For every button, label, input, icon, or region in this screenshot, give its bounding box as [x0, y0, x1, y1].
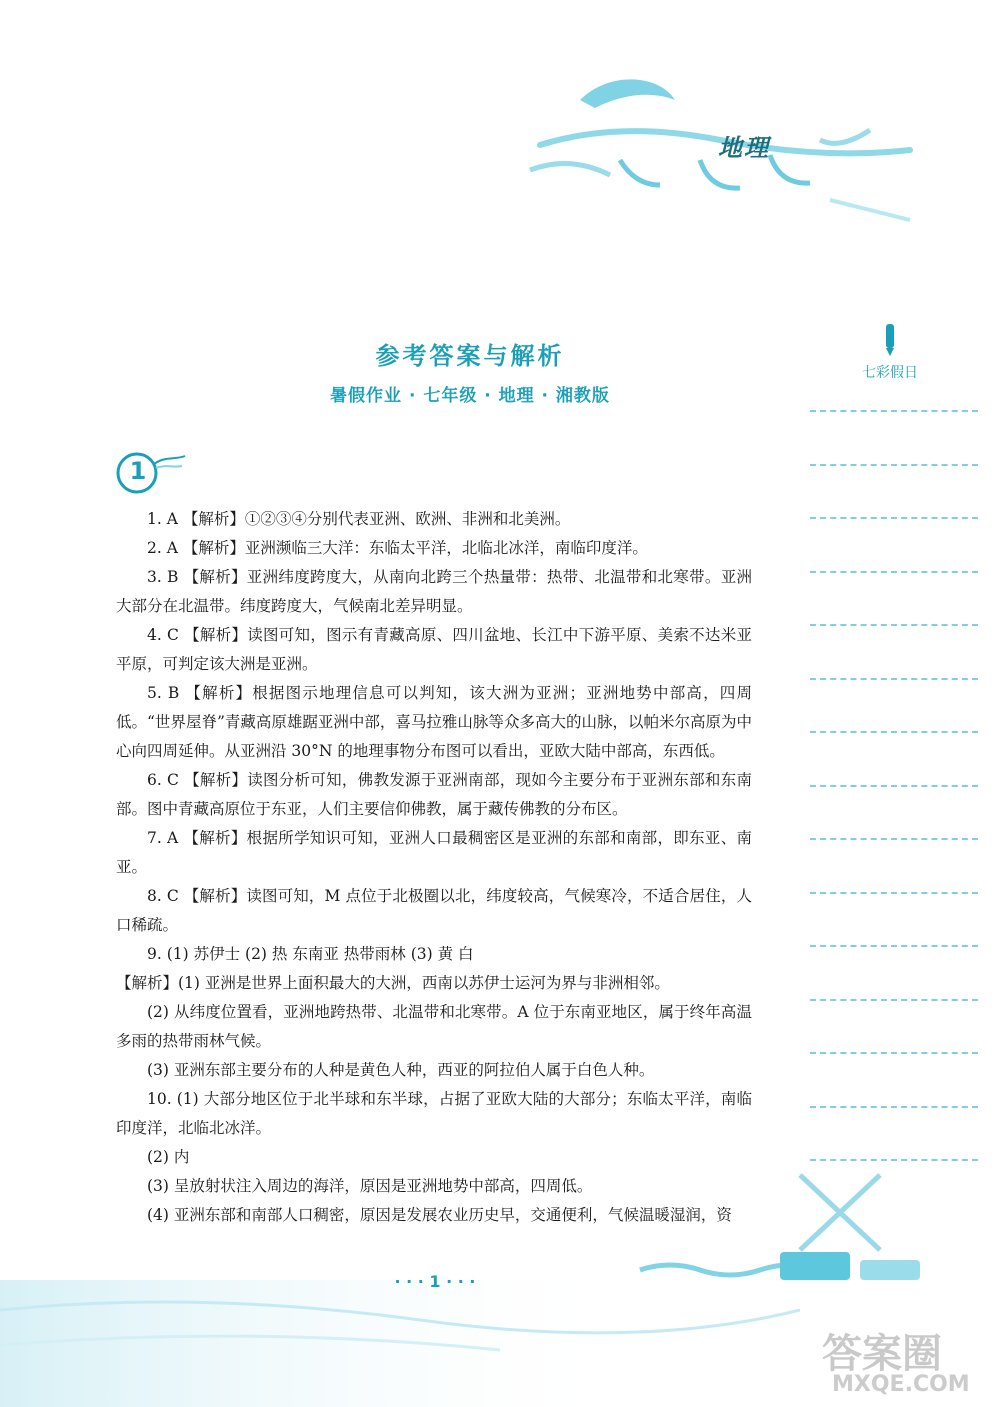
- answer-10-part-2: (2) 内: [147, 1148, 190, 1166]
- answer-item-8: 8. C 【解析】读图可知，M 点位于北极圈以北，纬度较高，气候寒冷，不适合居住，人口稀疏。: [116, 887, 752, 934]
- note-line: [810, 571, 978, 573]
- subject-label: 地理: [718, 134, 770, 162]
- title-block: [250, 336, 690, 406]
- answer-item-9: 9. (1) 苏伊士 (2) 热 东南亚 热带雨林 (3) 黄 白: [147, 945, 474, 963]
- note-line: [810, 892, 978, 894]
- analysis-9-part-1: 【解析】(1) 亚洲是世界上面积最大的大洲，西南以苏伊士运河为界与非洲相邻。: [116, 974, 670, 992]
- section-number: 1: [129, 457, 147, 485]
- note-line: [810, 678, 978, 680]
- page-title: 参考答案与解析: [375, 342, 565, 370]
- pen-icon: [879, 322, 901, 358]
- note-line: [810, 731, 978, 733]
- note-line: [810, 464, 978, 466]
- page-number: · · · 1 · · ·: [394, 1272, 476, 1291]
- answer-item-6: 6. C 【解析】读图分析可知，佛教发源于亚洲南部，现如今主要分布于亚洲东部和东南部。图中青藏高原位于东亚，人们主要信仰佛教，属于藏传佛教的分布区。: [116, 771, 752, 818]
- watermark-url: MXQE.COM: [832, 1372, 970, 1397]
- answer-list: [116, 505, 752, 1230]
- answer-item-4: 4. C 【解析】读图可知，图示有青藏高原、四川盆地、长江中下游平原、美索不达米亚平原，可判定该大洲是亚洲。: [116, 626, 752, 673]
- answer-item-1: 1. A 【解析】①②③④分别代表亚洲、欧洲、非洲和北美洲。: [147, 510, 571, 528]
- note-line: [810, 410, 978, 412]
- answer-10-part-1: 10. (1) 大部分地区位于北半球和东半球，占据了亚欧大陆的大部分；东临太平洋，南临印度洋，北临北冰洋。: [116, 1090, 752, 1137]
- answer-item-3: 3. B 【解析】亚洲纬度跨度大，从南向北跨三个热量带：热带、北温带和北寒带。亚洲大部分在北温带。纬度跨度大，气候南北差异明显。: [116, 568, 752, 615]
- watermark-logo: 答案圈: [822, 1331, 942, 1377]
- note-line: [810, 1106, 978, 1108]
- brand: [850, 322, 930, 382]
- analysis-9-part-3: (3) 亚洲东部主要分布的人种是黄色人种，西亚的阿拉伯人属于白色人种。: [147, 1061, 655, 1079]
- note-line: [810, 785, 978, 787]
- answer-item-2: 2. A 【解析】亚洲濒临三大洋：东临太平洋，北临北冰洋，南临印度洋。: [147, 539, 648, 557]
- note-line: [810, 1052, 978, 1054]
- header-decoration: [500, 60, 920, 230]
- note-line: [810, 624, 978, 626]
- analysis-9-part-2: (2) 从纬度位置看，亚洲地跨热带、北温带和北寒带。A 位于东南亚地区，属于终年高温多雨的热带雨林气候。: [116, 1003, 752, 1050]
- answer-item-5: 5. B 【解析】根据图示地理信息可以判知，该大洲为亚洲；亚洲地势中部高，四周低。“世界屋脊”青藏高原雄踞亚洲中部，喜马拉雅山脉等众多高大的山脉，以帕米尔高原为中心向四周延伸。从亚洲沿 30°N 的地理事物分布图可以看出，亚欧大陆中部高，东西低。: [116, 684, 752, 760]
- brand-label: 七彩假日: [862, 365, 918, 381]
- page-subtitle: 暑假作业 · 七年级 · 地理 · 湘教版: [330, 386, 610, 406]
- note-lines: [810, 410, 978, 1213]
- note-line: [810, 517, 978, 519]
- answer-item-7: 7. A 【解析】根据所学知识可知，亚洲人口最稠密区是亚洲的东部和南部，即东亚、南亚。: [116, 829, 752, 876]
- answer-10-part-3: (3) 呈放射状注入周边的海洋，原因是亚洲地势中部高，四周低。: [147, 1177, 593, 1195]
- answer-10-part-4: (4) 亚洲东部和南部人口稠密，原因是发展农业历史早，交通便利，气候温暖湿润，资: [147, 1206, 732, 1224]
- note-line: [810, 999, 978, 1001]
- note-line: [810, 945, 978, 947]
- note-line: [810, 838, 978, 840]
